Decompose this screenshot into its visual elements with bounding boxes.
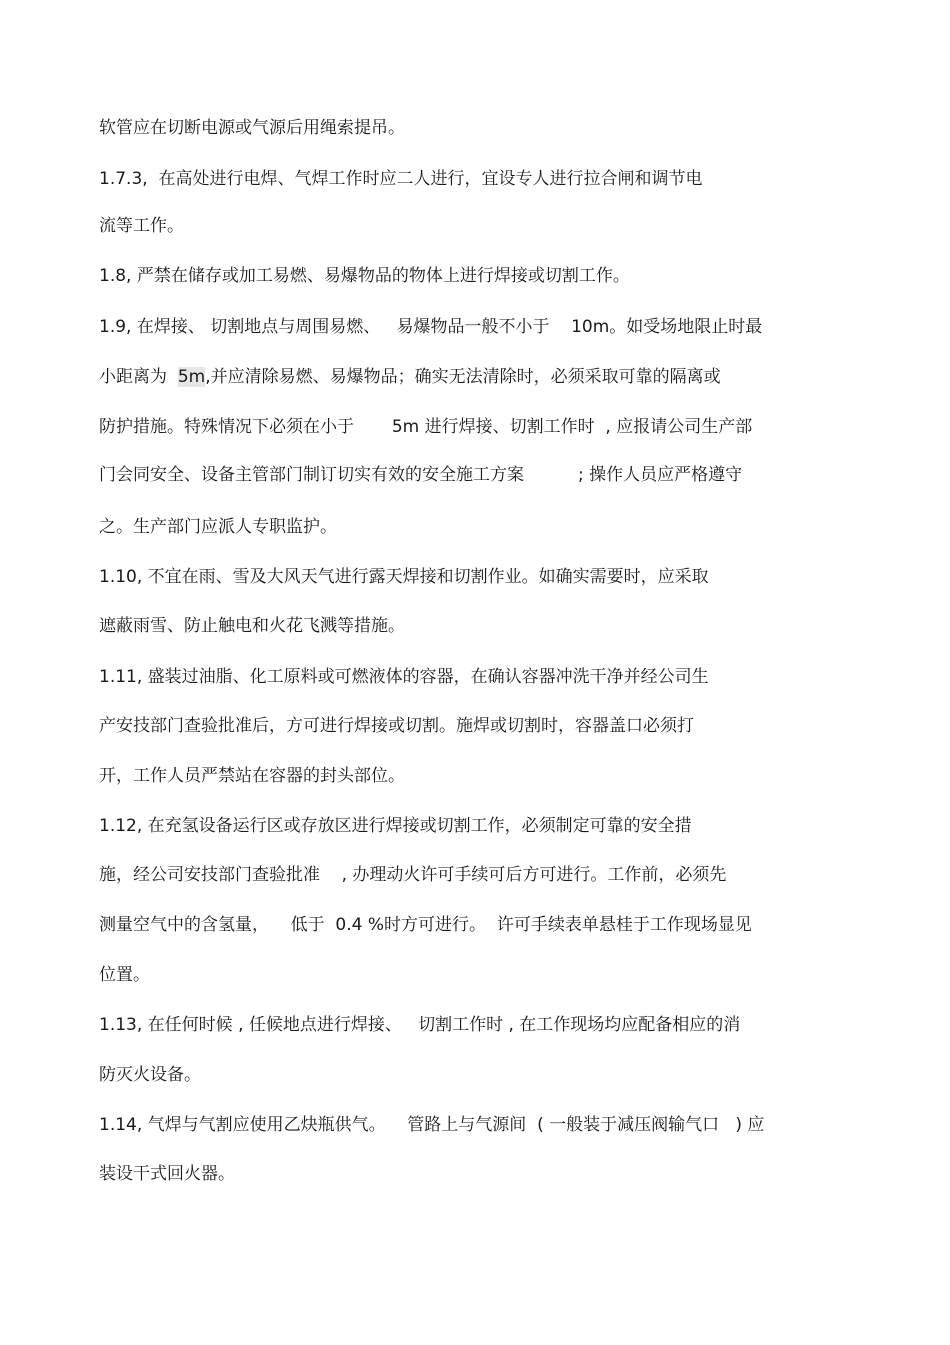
text-segment: ,并应清除易燃、易爆物品；确实无法清除时，必须采取可靠的隔离或 bbox=[205, 367, 721, 387]
text-line: 防灭火设备。 bbox=[99, 1065, 201, 1085]
text-line: 1.7.3, 在高处进行电焊、气焊工作时应二人进行，宜设专人进行拉合闸和调节电 bbox=[99, 169, 703, 189]
text-line: 软管应在切断电源或气源后用绳索提吊。 bbox=[99, 118, 405, 138]
text-line: 位置。 bbox=[99, 965, 150, 985]
text-line: 遮蔽雨雪、防止触电和火花飞溅等措施。 bbox=[99, 616, 405, 636]
text-line: 1.8, 严禁在储存或加工易燃、易爆物品的物体上进行焊接或切割工作。 bbox=[99, 266, 630, 286]
text-segment: 小距离为 bbox=[99, 367, 178, 387]
text-line: 1.12, 在充氢设备运行区或存放区进行焊接或切割工作，必须制定可靠的安全措 bbox=[99, 816, 692, 836]
text-line: 1.10, 不宜在雨、雪及大风天气进行露天焊接和切割作业。如确实需要时，应采取 bbox=[99, 567, 709, 587]
text-line: 施，经公司安技部门查验批准 , 办理动火许可手续可后方可进行。工作前，必须先 bbox=[99, 865, 727, 885]
text-line: 1.9, 在焊接、 切割地点与周围易燃、 易爆物品一般不小于 10m。如受场地限止时最 bbox=[99, 317, 763, 337]
text-line: 流等工作。 bbox=[99, 216, 184, 236]
text-line: 1.13, 在任何时候 , 任候地点进行焊接、 切割工作时 , 在工作现场均应配备相应的消 bbox=[99, 1015, 741, 1035]
text-line: 装设干式回火器。 bbox=[99, 1164, 235, 1184]
text-line: 产安技部门查验批准后，方可进行焊接或切割。施焊或切割时，容器盖口必须打 bbox=[99, 716, 694, 736]
text-line: 门会同安全、设备主管部门制订切实有效的安全施工方案 ; 操作人员应严格遵守 bbox=[99, 465, 743, 485]
text-line: 之。生产部门应派人专职监护。 bbox=[99, 517, 337, 537]
text-line-with-highlight bbox=[99, 365, 721, 389]
text-line: 测量空气中的含氢量， 低于 0.4 %时方可进行。 许可手续表单悬桂于工作现场显见 bbox=[99, 915, 752, 935]
highlighted-value: 5m bbox=[177, 367, 206, 387]
text-line: 开，工作人员严禁站在容器的封头部位。 bbox=[99, 766, 405, 786]
text-line: 1.14, 气焊与气割应使用乙炔瓶供气。 管路上与气源间 ( 一般装于减压阀输气口 ) 应 bbox=[99, 1115, 765, 1135]
text-line: 防护措施。特殊情况下必须在小于 5m 进行焊接、切割工作时 , 应报请公司生产部 bbox=[99, 417, 753, 437]
text-line: 1.11, 盛装过油脂、化工原料或可燃液体的容器，在确认容器冲洗干净并经公司生 bbox=[99, 667, 709, 687]
